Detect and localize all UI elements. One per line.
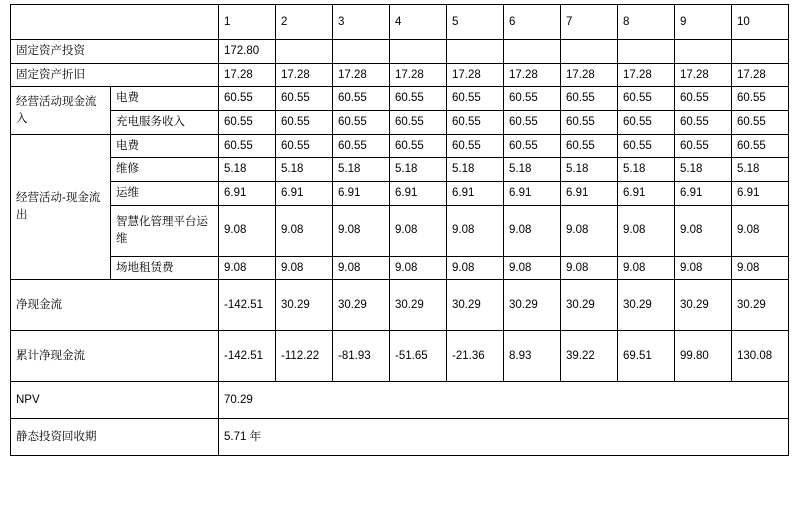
column-header-year: 9 xyxy=(675,5,732,40)
table-cell-value: 17.28 xyxy=(219,63,276,87)
row-sublabel: 电费 xyxy=(111,87,219,111)
table-cell-value: 60.55 xyxy=(561,134,618,158)
table-cell-value xyxy=(447,40,504,64)
table-cell-value: 5.18 xyxy=(675,158,732,182)
table-cell-value: 60.55 xyxy=(447,87,504,111)
table-cell-value: 9.08 xyxy=(504,256,561,280)
table-cell-value: 60.55 xyxy=(504,111,561,135)
table-cell-value xyxy=(276,40,333,64)
table-cell-value: 9.08 xyxy=(390,205,447,256)
column-header-year: 6 xyxy=(504,5,561,40)
table-cell-value: 60.55 xyxy=(504,134,561,158)
table-cell-value: 60.55 xyxy=(333,111,390,135)
table-cell-value: 60.55 xyxy=(276,134,333,158)
row-sublabel: 维修 xyxy=(111,158,219,182)
table-footer-row xyxy=(11,382,789,419)
table-cell-value: 9.08 xyxy=(618,256,675,280)
table-cell-value: 60.55 xyxy=(675,87,732,111)
table-cell-value: 60.55 xyxy=(675,111,732,135)
table-cell-value: 9.08 xyxy=(390,256,447,280)
table-cell-value: 60.55 xyxy=(561,87,618,111)
column-header-year: 3 xyxy=(333,5,390,40)
row-label: 经营活动-现金流出 xyxy=(11,134,111,280)
table-cell-value: 60.55 xyxy=(447,111,504,135)
footer-value: 70.29 xyxy=(219,382,789,419)
table-cell-value: 30.29 xyxy=(390,280,447,331)
table-cell-value: 5.18 xyxy=(504,158,561,182)
table-cell-value: 60.55 xyxy=(447,134,504,158)
column-header-year: 1 xyxy=(219,5,276,40)
table-cell-value: 99.80 xyxy=(675,331,732,382)
table-cell-value xyxy=(675,40,732,64)
table-cell-value: 60.55 xyxy=(390,134,447,158)
table-cell-value: 5.18 xyxy=(732,158,789,182)
table-row xyxy=(11,111,789,135)
table-cell-value: -51.65 xyxy=(390,331,447,382)
table-header-row xyxy=(11,5,789,40)
table-cell-value: 60.55 xyxy=(732,134,789,158)
footer-label: 静态投资回收期 xyxy=(11,419,219,456)
row-label: 净现金流 xyxy=(11,280,219,331)
table-cell-value xyxy=(390,40,447,64)
table-cell-value: 30.29 xyxy=(732,280,789,331)
table-cell-value: 17.28 xyxy=(504,63,561,87)
table-cell-value: 30.29 xyxy=(675,280,732,331)
table-cell-value: 6.91 xyxy=(447,182,504,206)
document-page xyxy=(0,4,800,529)
column-header-year: 10 xyxy=(732,5,789,40)
table-cell-value xyxy=(504,40,561,64)
table-cell-value: 5.18 xyxy=(390,158,447,182)
table-row xyxy=(11,63,789,87)
table-cell-value: 6.91 xyxy=(504,182,561,206)
table-cell-value: 9.08 xyxy=(675,256,732,280)
table-cell-value: 5.18 xyxy=(333,158,390,182)
table-cell-value: 30.29 xyxy=(333,280,390,331)
table-cell-value: 8.93 xyxy=(504,331,561,382)
table-footer-row xyxy=(11,419,789,456)
table-cell-value: 60.55 xyxy=(333,87,390,111)
table-row xyxy=(11,280,789,331)
table-cell-value: -142.51 xyxy=(219,280,276,331)
table-cell-value: 17.28 xyxy=(276,63,333,87)
table-cell-value: 6.91 xyxy=(219,182,276,206)
table-cell-value: 9.08 xyxy=(276,205,333,256)
table-cell-value: 6.91 xyxy=(618,182,675,206)
table-cell-value xyxy=(732,40,789,64)
table-cell-value: 17.28 xyxy=(675,63,732,87)
footer-label: NPV xyxy=(11,382,219,419)
table-row xyxy=(11,87,789,111)
table-cell-value: 60.55 xyxy=(390,111,447,135)
table-cell-value: 6.91 xyxy=(675,182,732,206)
table-cell-value: 9.08 xyxy=(333,205,390,256)
table-cell-value: 60.55 xyxy=(390,87,447,111)
table-cell-value: 60.55 xyxy=(504,87,561,111)
footer-value: 5.71 年 xyxy=(219,419,789,456)
table-cell-value xyxy=(618,40,675,64)
row-label: 固定资产投资 xyxy=(11,40,219,64)
table-row xyxy=(11,134,789,158)
table-row xyxy=(11,205,789,256)
row-sublabel: 充电服务收入 xyxy=(111,111,219,135)
table-cell-value: 60.55 xyxy=(618,111,675,135)
table-cell-value: 9.08 xyxy=(504,205,561,256)
table-cell-value: 5.18 xyxy=(276,158,333,182)
row-label: 经营活动现金流入 xyxy=(11,87,111,134)
table-cell-value: 9.08 xyxy=(618,205,675,256)
table-cell-value: 60.55 xyxy=(219,87,276,111)
table-cell-value: 30.29 xyxy=(276,280,333,331)
table-cell-value: 9.08 xyxy=(732,256,789,280)
table-cell-value: 30.29 xyxy=(618,280,675,331)
table-cell-value: 5.18 xyxy=(618,158,675,182)
table-cell-value: 9.08 xyxy=(447,256,504,280)
financial-table xyxy=(10,4,789,456)
table-row xyxy=(11,256,789,280)
table-cell-value: 60.55 xyxy=(219,134,276,158)
table-cell-value: 30.29 xyxy=(504,280,561,331)
table-cell-value: 5.18 xyxy=(447,158,504,182)
table-cell-value xyxy=(561,40,618,64)
table-row xyxy=(11,40,789,64)
table-cell-value: 69.51 xyxy=(618,331,675,382)
table-cell-value: 9.08 xyxy=(276,256,333,280)
table-cell-value: 60.55 xyxy=(219,111,276,135)
table-cell-value: -81.93 xyxy=(333,331,390,382)
table-cell-value: 17.28 xyxy=(390,63,447,87)
table-cell-value: 17.28 xyxy=(447,63,504,87)
table-cell-value xyxy=(333,40,390,64)
table-cell-value: 6.91 xyxy=(276,182,333,206)
table-cell-value: 17.28 xyxy=(561,63,618,87)
table-body xyxy=(11,5,789,456)
table-cell-value: -112.22 xyxy=(276,331,333,382)
table-cell-value: 60.55 xyxy=(618,87,675,111)
row-sublabel: 智慧化管理平台运维 xyxy=(111,205,219,256)
table-cell-value: 9.08 xyxy=(219,256,276,280)
table-cell-value: 60.55 xyxy=(675,134,732,158)
table-cell-value: 6.91 xyxy=(732,182,789,206)
table-cell-value: 9.08 xyxy=(732,205,789,256)
column-header-year: 7 xyxy=(561,5,618,40)
table-cell-value: 6.91 xyxy=(390,182,447,206)
table-cell-value: 5.18 xyxy=(219,158,276,182)
table-cell-value: 9.08 xyxy=(219,205,276,256)
table-cell-value: 60.55 xyxy=(732,111,789,135)
table-row xyxy=(11,182,789,206)
table-cell-value: 9.08 xyxy=(675,205,732,256)
table-row xyxy=(11,158,789,182)
column-header-year: 2 xyxy=(276,5,333,40)
table-cell-value: 5.18 xyxy=(561,158,618,182)
column-header-year: 4 xyxy=(390,5,447,40)
table-cell-value: 9.08 xyxy=(561,205,618,256)
row-sublabel: 场地租赁费 xyxy=(111,256,219,280)
table-cell-value: 30.29 xyxy=(561,280,618,331)
table-cell-value: 60.55 xyxy=(732,87,789,111)
table-cell-value: 60.55 xyxy=(561,111,618,135)
row-sublabel: 电费 xyxy=(111,134,219,158)
table-cell-value: 17.28 xyxy=(618,63,675,87)
table-row xyxy=(11,331,789,382)
table-cell-value: 17.28 xyxy=(333,63,390,87)
table-cell-value: 172.80 xyxy=(219,40,276,64)
table-cell-value: -21.36 xyxy=(447,331,504,382)
table-cell-value: 17.28 xyxy=(732,63,789,87)
table-cell-value: 60.55 xyxy=(276,111,333,135)
table-cell-value: -142.51 xyxy=(219,331,276,382)
column-header-year: 8 xyxy=(618,5,675,40)
table-cell-value: 30.29 xyxy=(447,280,504,331)
table-cell-value: 39.22 xyxy=(561,331,618,382)
row-sublabel: 运维 xyxy=(111,182,219,206)
table-cell-value: 60.55 xyxy=(276,87,333,111)
table-cell-value: 6.91 xyxy=(333,182,390,206)
table-cell-value: 60.55 xyxy=(618,134,675,158)
column-header-year: 5 xyxy=(447,5,504,40)
table-cell-value: 9.08 xyxy=(333,256,390,280)
table-cell-value: 9.08 xyxy=(561,256,618,280)
table-cell-value: 60.55 xyxy=(333,134,390,158)
table-cell-value: 130.08 xyxy=(732,331,789,382)
table-cell-value: 6.91 xyxy=(561,182,618,206)
row-label: 固定资产折旧 xyxy=(11,63,219,87)
row-label: 累计净现金流 xyxy=(11,331,219,382)
header-corner-cell xyxy=(11,5,219,40)
table-cell-value: 9.08 xyxy=(447,205,504,256)
